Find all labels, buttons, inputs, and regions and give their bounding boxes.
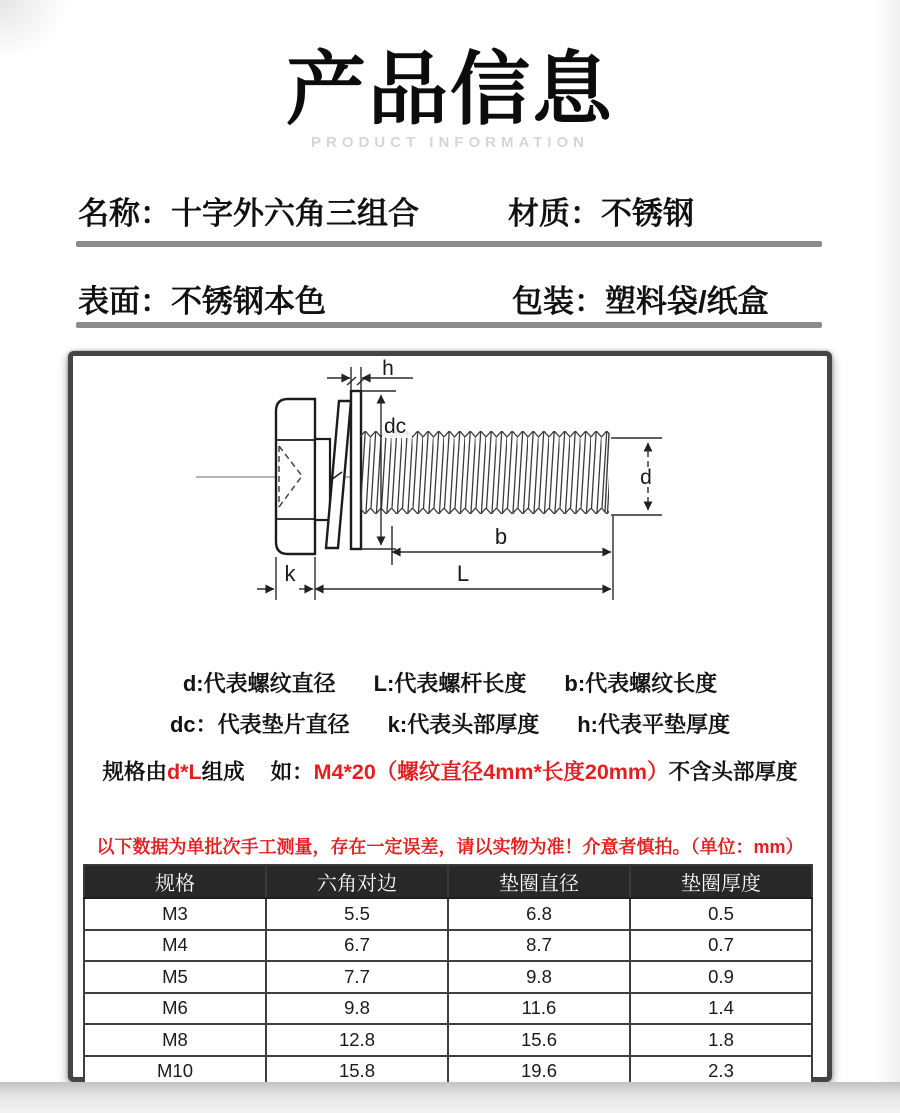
dim-label-dc: dc <box>384 415 407 438</box>
legend-row-2 <box>73 708 827 739</box>
table-header-row <box>84 865 812 898</box>
cell-dia: 11.6 <box>448 993 630 1025</box>
dim-label-d: d <box>640 466 652 489</box>
thread <box>360 431 609 514</box>
bottom-section-shadow <box>0 1082 900 1113</box>
package-value: 塑料袋/纸盒 <box>605 284 769 319</box>
cell-hex: 15.8 <box>266 1056 448 1088</box>
legend-item-h: h:代表平垫厚度 <box>577 712 730 737</box>
dim-label-L: L <box>456 561 470 586</box>
legend-item-d: d:代表螺纹直径 <box>182 671 336 696</box>
cell-thk: 2.3 <box>630 1056 812 1088</box>
dim-label-b: b <box>494 524 508 549</box>
head-corner <box>315 439 330 520</box>
info-row-surface-package <box>78 276 824 321</box>
spec-text: 不含头部厚度 <box>668 760 798 784</box>
name-value: 十字外六角三组合 <box>171 196 419 231</box>
surface-value: 不锈钢本色 <box>171 284 326 319</box>
col-header-washer-thickness: 垫圈厚度 <box>630 865 812 898</box>
right-edge-shading <box>874 0 900 1082</box>
cell-spec: M8 <box>84 1024 266 1056</box>
legend-item-k: k:代表头部厚度 <box>387 712 540 737</box>
divider-line <box>76 322 822 328</box>
spec-text: 规格由 <box>102 760 167 784</box>
table-row <box>84 898 812 930</box>
page-title: 产品信息 <box>286 45 614 134</box>
cell-dia: 8.7 <box>448 930 630 962</box>
spec-text: 组成 <box>201 760 245 784</box>
cell-spec: M5 <box>84 961 266 993</box>
dim-label-k: k <box>284 561 296 586</box>
surface-label: 表面： <box>78 284 171 319</box>
material-value: 不锈钢 <box>601 196 694 231</box>
package-label: 包装： <box>512 284 605 319</box>
size-spec-table <box>83 864 813 1088</box>
dim-h <box>327 367 413 391</box>
cell-spec: M4 <box>84 930 266 962</box>
screw-head <box>276 399 315 554</box>
col-header-washer-diameter: 垫圈直径 <box>448 865 630 898</box>
screw-dimension-diagram <box>73 356 825 656</box>
legend-item-dc: dc：代表垫片直径 <box>169 712 350 737</box>
table-row <box>84 1024 812 1056</box>
legend-item-b: b:代表螺纹长度 <box>564 671 718 696</box>
cell-hex: 9.8 <box>266 993 448 1025</box>
cell-thk: 1.4 <box>630 993 812 1025</box>
cell-spec: M3 <box>84 898 266 930</box>
cell-thk: 1.8 <box>630 1024 812 1056</box>
cell-thk: 0.5 <box>630 898 812 930</box>
spec-text-red: d*L <box>166 760 202 784</box>
spec-example-red: M4*20（螺纹直径4mm*长度20mm） <box>313 760 669 784</box>
cell-dia: 15.6 <box>448 1024 630 1056</box>
cell-thk: 0.7 <box>630 930 812 962</box>
divider-line <box>76 241 822 247</box>
info-row-name-material <box>78 188 824 233</box>
table-row <box>84 961 812 993</box>
material-label: 材质： <box>508 196 601 231</box>
flat-washer <box>351 391 361 549</box>
detail-box <box>68 351 832 1082</box>
name-label: 名称： <box>78 196 171 231</box>
spec-text: 如： <box>270 760 314 784</box>
cell-hex: 6.7 <box>266 930 448 962</box>
cell-hex: 5.5 <box>266 898 448 930</box>
cell-hex: 12.8 <box>266 1024 448 1056</box>
legend-item-L: L:代表螺杆长度 <box>373 671 527 696</box>
cell-spec: M6 <box>84 993 266 1025</box>
legend-row-1 <box>73 667 827 698</box>
col-header-hex-width: 六角对边 <box>266 865 448 898</box>
table-row <box>84 993 812 1025</box>
cell-thk: 0.9 <box>630 961 812 993</box>
cell-dia: 9.8 <box>448 961 630 993</box>
cell-hex: 7.7 <box>266 961 448 993</box>
dim-kL <box>257 557 611 600</box>
dim-label-h: h <box>382 357 394 380</box>
cell-spec: M10 <box>84 1056 266 1088</box>
col-header-spec: 规格 <box>84 865 266 898</box>
cell-dia: 19.6 <box>448 1056 630 1088</box>
dim-d <box>611 438 662 515</box>
measurement-note: 以下数据为单批次手工测量，存在一定误差，请以实物为准！介意者慎拍。（单位：mm） <box>96 837 804 857</box>
cell-dia: 6.8 <box>448 898 630 930</box>
title-watermark: PRODUCT INFORMATION <box>310 134 590 151</box>
table-row <box>84 930 812 962</box>
spec-format-line <box>73 755 827 786</box>
